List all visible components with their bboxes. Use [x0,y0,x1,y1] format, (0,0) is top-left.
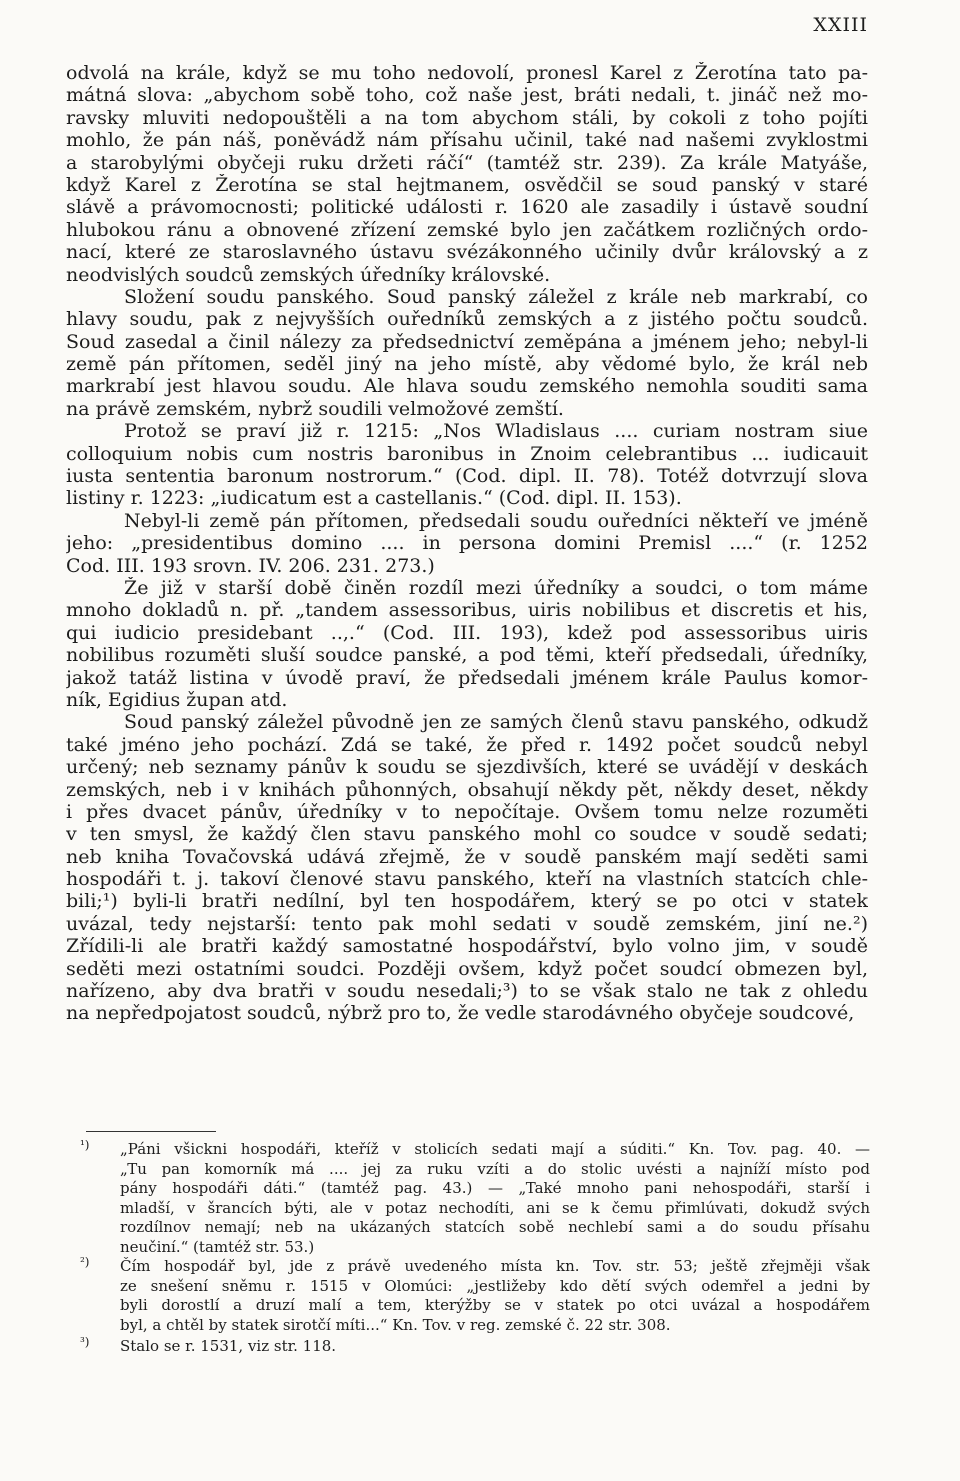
text-line: Cod. III. 193 srovn. IV. 206. 231. 273.) [66,554,435,577]
text-line: listiny r. 1223: „iudicatum est a castellanis.“ (Cod. dipl. II. 153). [66,487,682,510]
text-line: země pán přítomen, seděl jiný na jeho místě, aby vědomé bylo, že král neb [66,353,868,376]
text-line: mátná slova: „abychom sobě toho, což naše jest, bráti nedali, t. jináč než mo- [66,84,868,107]
text-line: neb kniha Tovačovská udává zřejmě, že v soudě panském mají seděti sami [66,845,868,868]
footnote-text: byl, a chtěl by statek sirotčí míti...“ Kn. Tov. v reg. zemské č. 22 str. 308. [120,1315,671,1334]
text-line: nací, které ze staroslavného ústavu svézákonného učinily dvůr královský a z [66,241,868,264]
footnote-line [80,1277,870,1297]
text-line: jeho: „presidentibus domino .... in persona domini Premisl ....“ (r. 1252 [66,532,868,555]
text-line: Zřídili-li ale bratři každý samostatné hospodářství, bylo volno jim, v soudě [66,935,868,958]
footnote-text: pány hospodáři dáti.“ (tamtéž pag. 43.) — „Také mnoho pani nehospodáři, starší i [120,1179,870,1198]
text-line: bili;¹) byli-li bratři nedílní, byl ten hospodářem, který se po otci v statek [66,890,868,913]
footnote-separator [86,1131,216,1132]
text-line: určený; neb seznamy pánův k soudu se sjezdivších, které se uvádějí v deskách [66,756,868,779]
footnote-text: „Tu pan komorník má .... jej za ruku vzíti a do stolic uvésti a najníží místo pod [120,1159,870,1178]
text-line: seděti mezi ostatními soudci. Později ovšem, když počet soudcí obmezen byl, [66,957,868,980]
text-line: ník, Egidius župan atd. [66,688,288,711]
text-line: Protož se praví již r. 1215: „Nos Wladislaus .... curiam nostram siue [124,420,868,443]
text-line: hlavy soudu, pak z nejvyšších ouředníků zemských a z jistého počtu soudců. [66,308,868,331]
text-line: Že již v starší době činěn rozdíl mezi úředníky a soudci, o tom máme [124,576,868,599]
page-number: XXIII [813,14,868,36]
text-line: Nebyl-li země pán přítomen, předsedali soudu ouředníci někteří ve jméně [124,509,868,532]
footnote-text: Stalo se r. 1531, viz str. 118. [120,1337,337,1355]
text-line: Soud zasedal a činil nálezy za předsednictví zeměpána a jménem jeho; nebyl-li [66,330,868,353]
text-line: na nepředpojatost soudců, nýbrž pro to, že vedle starodávného obyčeje soudcové, [66,1002,855,1025]
text-line: a starobylými obyčeji ruku držeti ráčí“ (tamtéž str. 239). Za krále Matyáše, [66,151,868,174]
footnote-mark: ³) [80,1337,90,1349]
text-line: qui iudicio presidebant ..,.“ (Cod. III. 193), kdež pod assessoribus uiris [66,621,868,644]
footnote-line [80,1199,870,1219]
text-line: ravsky mluviti nedopouštěli a na tom abychom stáli, by cokoli z toho pojíti [66,106,868,129]
footnote-mark: ¹) [80,1140,90,1152]
footnote [80,1257,870,1335]
text-line: odvolá na krále, když se mu toho nedovolí, pronesl Karel z Žerotína tato pa- [66,62,868,84]
footnote-line [80,1257,870,1277]
text-line: mnoho dokladů n. př. „tandem assessoribus, uiris nobilibus et discretis et his, [66,599,868,622]
text-line: hospodáři t. j. takoví členové stavu panského, kteří na vlastních statcích chle- [66,868,868,891]
footnote-text: „Páni všickni hospodáři, kteříž v stolicích sedati mají a súditi.“ Kn. Tov. pag. 40. — [120,1140,870,1158]
footnote [80,1140,870,1258]
footnote-text: Čím hospodář byl, jde z právě uvedeného místa kn. Tov. str. 53; ještě zřejměji však [120,1257,870,1275]
footnote [80,1337,870,1357]
text-line: i přes dvacet pánův, úředníky v to nepočítaje. Ovšem tomu nelze rozuměti [66,800,868,823]
footnote-text: byli dorostlí a druzí malí a tem, kterýžby se v statek po otci uvázal a hospodářem [120,1296,870,1315]
footnote-line [80,1238,870,1258]
footnote-text: neučiní.“ (tamtéž str. 53.) [120,1237,315,1256]
text-line: Složení soudu panského. Soud panský záležel z krále neb markrabí, co [124,285,868,308]
text-line: hlubokou ránu a obnovené zřízení zemské bylo jen začátkem rozličných ordo- [66,218,868,241]
footnote-line [80,1160,870,1180]
text-line: neodvislých soudců zemských úředníky královské. [66,263,551,286]
footnote-line [80,1337,870,1357]
text-line: iusta sententia baronum nostrorum.“ (Cod. dipl. II. 78). Totéž dotvrzují slova [66,465,868,488]
footnote-text: ze snešení sněmu r. 1515 v Olomúci: „jestližeby kdo dětí svých odemřel a jedni by [120,1276,870,1295]
footnote-line [80,1218,870,1238]
text-line: nobilibus rozuměti sluší soudce panské, a pod těmi, kteří předsedali, úředníky, [66,644,868,667]
text-line: zemských, neb i v knihách půhonných, obsahují někdy pět, někdy deset, někdy [66,778,868,801]
footnote-text: rozdílnov nemají; neb na ukázaných statcích sobě nechlebí sami a do soudu přísahu [120,1218,870,1237]
text-line: také jméno jeho pochází. Zdá se také, že před r. 1492 počet soudců nebyl [66,733,868,756]
footnote-text: mladší, v šrancích býti, ale v potaz nechodíti, ani se k čemu přimlúvati, dokudž svých [120,1198,870,1217]
text-line: když Karel z Žerotína se stal hejtmanem, osvědčil se soud panský v staré [66,173,868,196]
main-text [66,62,868,1025]
text-line: slávě a právomocnosti; politické události r. 1620 ale zasadily i ústavě soudní [66,196,868,219]
text-line: uvázal, tedy nejstarší: tento pak mohl sedati v soudě zemském, jiní ne.²) [66,912,868,935]
footnote-line [80,1296,870,1316]
footnote-line [80,1316,870,1336]
footnote-mark: ²) [80,1257,90,1269]
text-line: nařízeno, aby dva bratři v soudu nesedali;³) to se však stalo ne tak z ohledu [66,980,868,1003]
text-line: mohlo, že pán náš, poněvádž nám přísahu učinil, také nad našemi zvyklostmi [66,129,868,152]
text-line: colloquium nobis cum nostris baronibus in Znoim celebrantibus ... iudicauit [66,442,868,465]
footnote-line [80,1179,870,1199]
text-line: v ten smysl, že každý člen stavu panského mohl co soudce v soudě sedati; [66,823,868,846]
text-line: Soud panský záležel původně jen ze samých členů stavu panského, odkudž [124,711,868,734]
text-line: markrabí jest hlavou soudu. Ale hlava soudu zemského nemohla souditi sama [66,375,868,398]
text-line: jakož tatáž listina v úvodě praví, že předsedali jménem krále Paulus komor- [66,666,868,689]
text-line: na právě zemském, nybrž soudili velmožové zemští. [66,397,564,420]
footnote-line [80,1140,870,1160]
